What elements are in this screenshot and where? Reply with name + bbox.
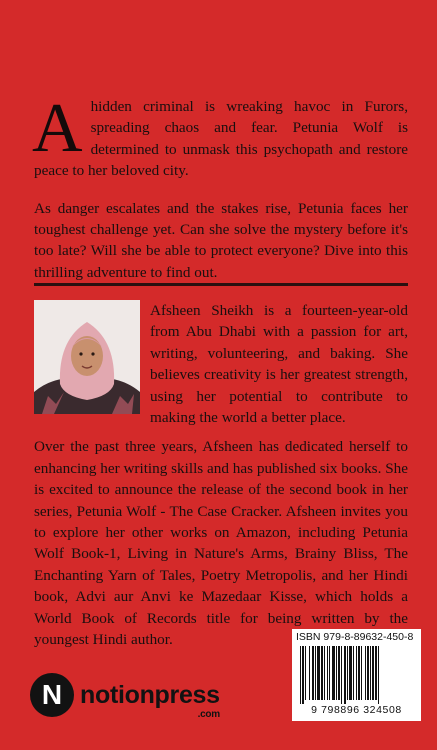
- barcode-bar: [338, 646, 340, 700]
- barcode-bar: [341, 646, 342, 704]
- publisher-logo-mark: N: [30, 673, 74, 717]
- publisher-wordmark: [80, 680, 220, 720]
- barcode-bar: [356, 646, 357, 700]
- barcode-bar: [372, 646, 374, 700]
- author-bio-2: Over the past three years, Afsheen has dedicated herself to enhancing her writing skills and has published six books. She is excited to announce the release of the second book in her series, Petunia Wolf - The Case Cracker. Afsheen invites you to explore her other works on Amazon, including Petunia Wolf Book-1, Living in Nature's Arms, Brainy Bliss, The Enchanting Yarn of Tales, Poetry Metropolis, and her Hindi book, Advi aur Anvi ke Mazedaar Kisse, which holds a World Book of Records title for being written by the youngest Hindi author.: [34, 438, 408, 649]
- author-bio-1: Afsheen Sheikh is a fourteen-year-old from Abu Dhabi with a passion for art, writing, volunteering, and baking. She believes creativity is her greatest strength, using her potential to contribute to making the world a better place.: [150, 302, 408, 427]
- author-section: [34, 300, 408, 651]
- barcode-bar: [327, 646, 328, 700]
- section-divider: [34, 283, 408, 286]
- barcode-bar: [353, 646, 354, 700]
- barcode-bar: [302, 646, 304, 704]
- barcode-bar: [347, 646, 348, 700]
- barcode-bar: [358, 646, 360, 700]
- barcode-number: 9 798896 324508: [311, 704, 402, 716]
- barcode-bar: [378, 646, 379, 704]
- barcode-bar: [349, 646, 352, 700]
- barcode-bar: [336, 646, 337, 700]
- author-photo: [34, 300, 140, 414]
- barcode-bar: [344, 646, 346, 704]
- blurb-paragraph-1: [32, 90, 408, 182]
- barcode-bar: [375, 646, 377, 700]
- blurb-paragraph-2: As danger escalates and the stakes rise, Petunia faces her toughest challenge yet. Can she solve the mystery before it's too late? Will she be able to protect everyone? Dive into this thrilling adventure to find out.: [34, 199, 408, 281]
- barcode-bar: [321, 646, 323, 700]
- publisher-logo: [30, 672, 220, 718]
- barcode-bar: [370, 646, 371, 700]
- isbn-barcode: [292, 629, 421, 721]
- barcode-bar: [312, 646, 314, 700]
- barcode-bar: [367, 646, 369, 700]
- blurb-paragraph-1-text: hidden criminal is wreaking havoc in Furors, spreading chaos and fear. Petunia Wolf is determined to unmask this psychopath and restore peace to her beloved city.: [34, 98, 408, 180]
- barcode-bar: [315, 646, 316, 700]
- drop-cap: A: [32, 90, 83, 167]
- barcode-bar: [317, 646, 320, 700]
- author-portrait-graphic: [34, 300, 140, 414]
- publisher-domain-suffix: .com: [197, 708, 220, 720]
- barcode-bar: [332, 646, 335, 700]
- barcode-bar: [329, 646, 330, 700]
- barcode-bar: [305, 646, 306, 700]
- book-blurb: [32, 90, 408, 283]
- barcode-bar: [309, 646, 310, 700]
- barcode-bars: [300, 646, 413, 704]
- barcode-bar: [361, 646, 362, 700]
- barcode-bar: [300, 646, 301, 704]
- publisher-name: notionpress: [80, 680, 220, 709]
- isbn-label: ISBN 979-8-89632-450-8: [296, 631, 414, 643]
- barcode-bar: [365, 646, 366, 700]
- barcode-bar: [324, 646, 325, 700]
